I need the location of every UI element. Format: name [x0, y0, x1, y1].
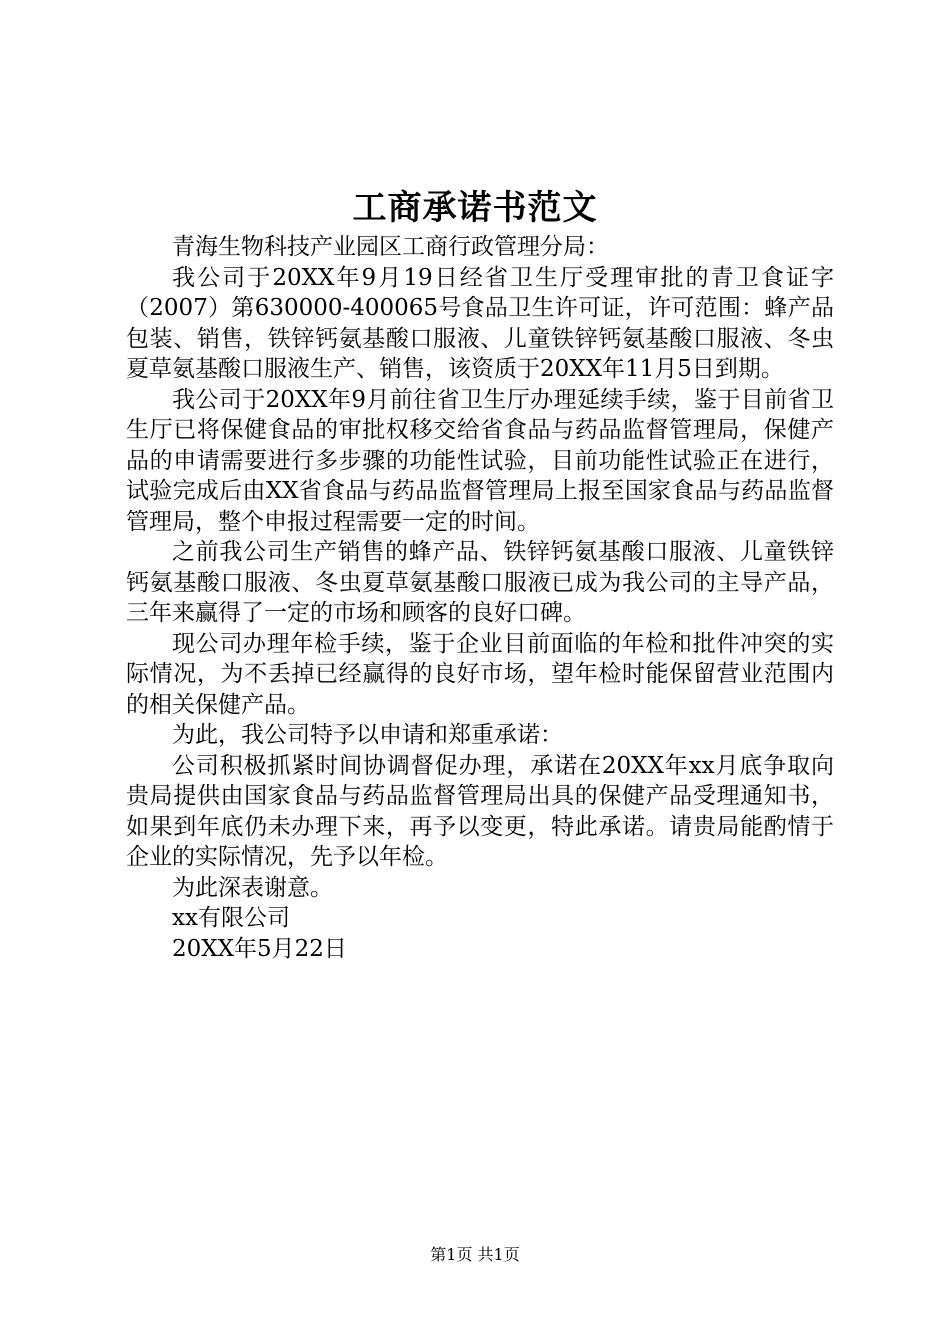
paragraph-2: 我公司于20XX年9月前往省卫生厅办理延续手续，鉴于目前省卫生厅已将保健食品的审批权移交给省食品与药品监督管理局，保健产品的申请需要进行多步骤的功能性试验，目前功能性试验正在进行，试验完成后由XX省食品与药品监督管理局上报至国家食品与药品监督管理局，整个申报过程需要一定的时间。	[126, 386, 834, 535]
paragraph-4: 现公司办理年检手续，鉴于企业目前面临的年检和批件冲突的实际情况，为不丢掉已经赢得的良好市场，望年检时能保留营业范围内的相关保健产品。	[126, 630, 834, 718]
paragraph-1: 我公司于20XX年9月19日经省卫生厅受理审批的青卫食证字（2007）第630000-400065号食品卫生许可证，许可范围：蜂产品包装、销售，铁锌钙氨基酸口服液、儿童铁锌钙氨基酸口服液、冬虫夏草氨基酸口服液生产、销售，该资质于20XX年11月5日到期。	[126, 264, 834, 382]
document-title: 工商承诺书范文	[352, 188, 598, 228]
paragraph-3: 之前我公司生产销售的蜂产品、铁锌钙氨基酸口服液、儿童铁锌钙氨基酸口服液、冬虫夏草氨基酸口服液已成为我公司的主导产品，三年来赢得了一定的市场和顾客的良好口碑。	[126, 539, 834, 626]
company-name: xx有限公司	[172, 905, 290, 931]
paragraph-5: 为此，我公司特予以申请和郑重承诺：	[172, 722, 563, 748]
salutation: 青海生物科技产业园区工商行政管理分局：	[172, 234, 609, 260]
paragraph-7: 为此深表谢意。	[172, 874, 333, 901]
page-footer: 第1页 共1页	[430, 1245, 520, 1264]
document-body	[126, 232, 834, 964]
document-date: 20XX年5月22日	[172, 935, 347, 962]
paragraph-6: 公司积极抓紧时间协调督促办理，承诺在20XX年xx月底争取向贵局提供由国家食品与药品监督管理局出具的保健产品受理通知书，如果到年底仍未办理下来，再予以变更，特此承诺。请贵局能酌情于企业的实际情况，先予以年检。	[126, 752, 834, 870]
